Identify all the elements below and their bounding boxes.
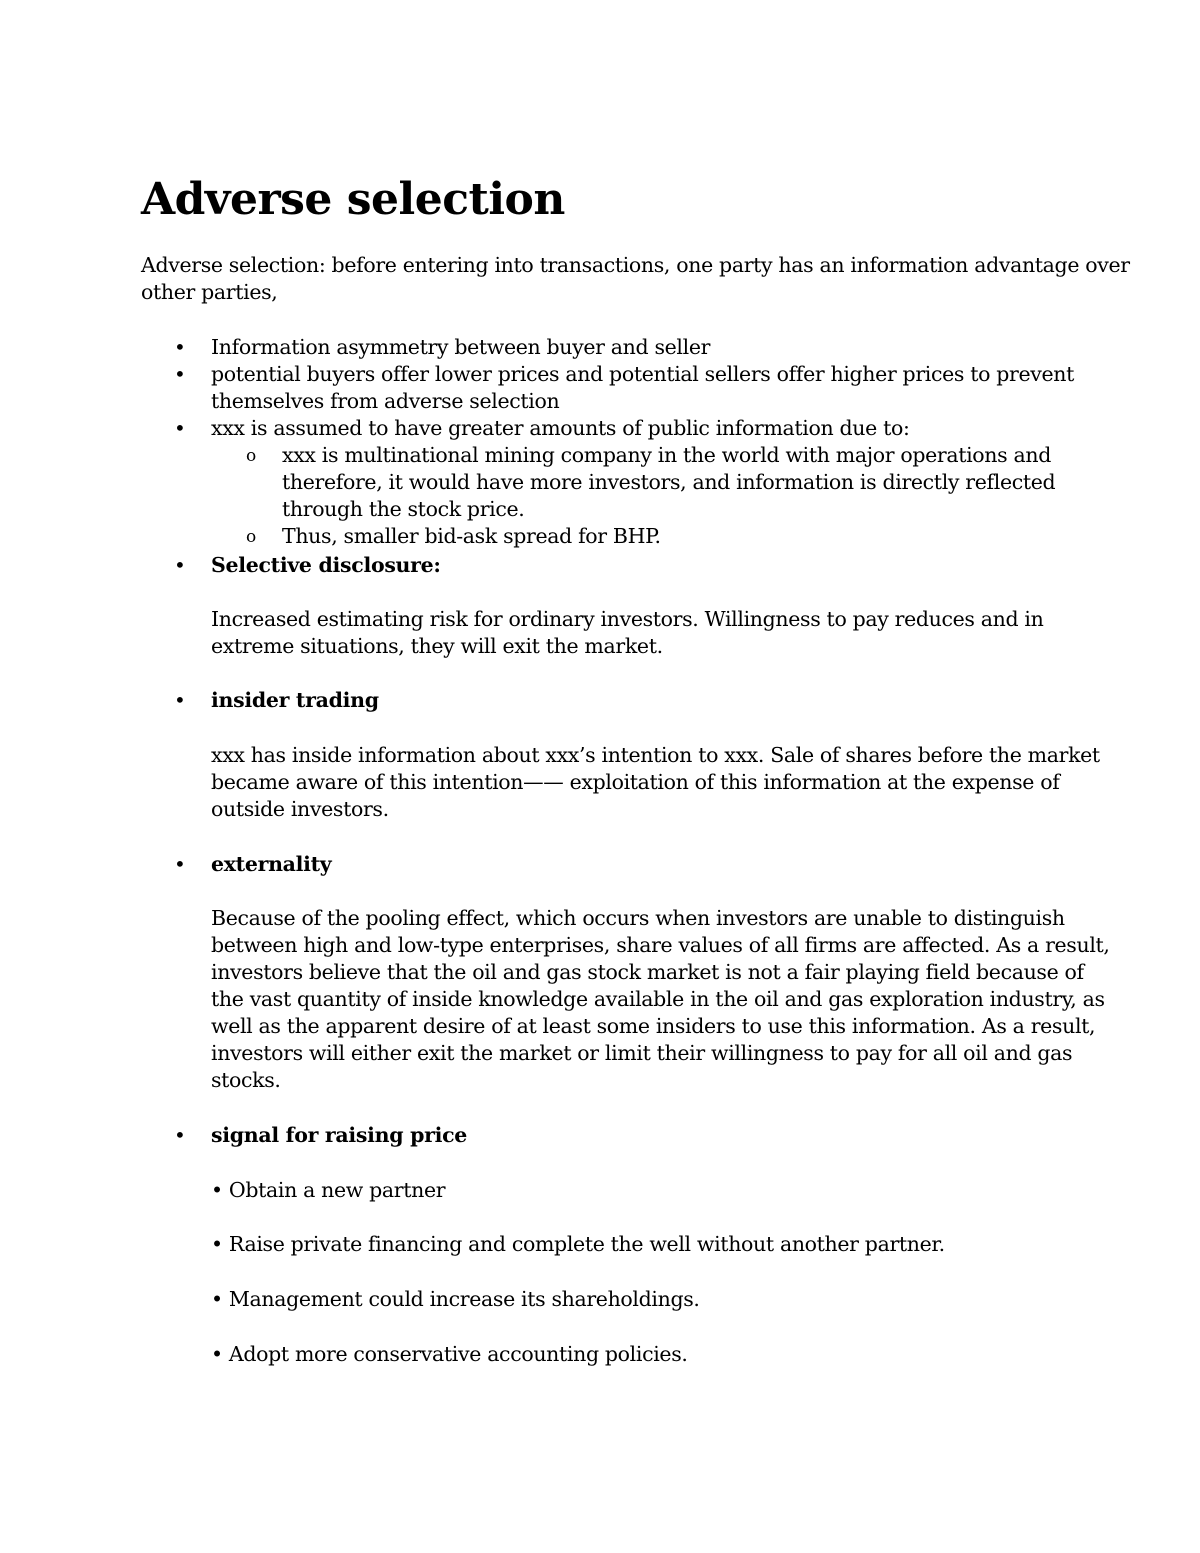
section-body-line: well as the apparent desire of at least some insiders to use this information. As a result, xyxy=(211,1014,1096,1038)
bullet-marker: • xyxy=(174,416,186,440)
section-body-line: stocks. xyxy=(211,1068,281,1092)
section-body-line: between high and low-type enterprises, share values of all firms are affected. As a result, xyxy=(211,933,1110,957)
section-body-line: Increased estimating risk for ordinary investors. Willingness to pay reduces and in xyxy=(211,607,1044,631)
bullet-marker: • xyxy=(174,553,186,577)
section-body-line: outside investors. xyxy=(211,797,389,821)
section-body-line: the vast quantity of inside knowledge available in the oil and gas exploration industry, as xyxy=(211,987,1105,1011)
section-body-line: investors believe that the oil and gas stock market is not a fair playing field because of xyxy=(211,960,1084,984)
bullet-text: xxx is assumed to have greater amounts of public information due to: xyxy=(211,416,910,440)
bullet-marker: • xyxy=(174,852,186,876)
sub-bullet-text: therefore, it would have more investors, and information is directly reflected xyxy=(282,470,1056,494)
bullet-marker: • xyxy=(174,1123,186,1147)
section-heading: externality xyxy=(211,852,332,876)
bullet-marker: • xyxy=(174,688,186,712)
signal-item: • Management could increase its shareholdings. xyxy=(211,1287,700,1311)
sub-bullet-marker: o xyxy=(246,527,257,547)
section-heading: Selective disclosure: xyxy=(211,553,441,577)
signal-item: • Adopt more conservative accounting policies. xyxy=(211,1342,688,1366)
section-body-line: investors will either exit the market or limit their willingness to pay for all oil and gas xyxy=(211,1041,1073,1065)
page-title: Adverse selection xyxy=(141,174,565,225)
bullet-marker: • xyxy=(174,362,186,386)
section-body-line: Because of the pooling effect, which occurs when investors are unable to distinguish xyxy=(211,906,1065,930)
section-body-line: became aware of this intention—— exploitation of this information at the expense of xyxy=(211,770,1060,794)
intro-line: Adverse selection: before entering into transactions, one party has an information advantage over xyxy=(141,253,1130,277)
section-body-line: extreme situations, they will exit the market. xyxy=(211,634,663,658)
section-heading: signal for raising price xyxy=(211,1123,468,1147)
sub-bullet-marker: o xyxy=(246,446,257,466)
sub-bullet-text: xxx is multinational mining company in the world with major operations and xyxy=(282,443,1051,467)
sub-bullet-text: through the stock price. xyxy=(282,497,525,521)
bullet-text: potential buyers offer lower prices and potential sellers offer higher prices to prevent xyxy=(211,362,1075,386)
bullet-text: themselves from adverse selection xyxy=(211,389,560,413)
intro-line: other parties, xyxy=(141,280,278,304)
section-heading: insider trading xyxy=(211,688,379,712)
bullet-text: Information asymmetry between buyer and seller xyxy=(211,335,711,359)
signal-item: • Raise private financing and complete the well without another partner. xyxy=(211,1232,945,1256)
signal-item: • Obtain a new partner xyxy=(211,1178,446,1202)
section-body-line: xxx has inside information about xxx’s intention to xxx. Sale of shares before the market xyxy=(211,743,1100,767)
bullet-marker: • xyxy=(174,335,186,359)
sub-bullet-text: Thus, smaller bid-ask spread for BHP. xyxy=(282,524,661,548)
